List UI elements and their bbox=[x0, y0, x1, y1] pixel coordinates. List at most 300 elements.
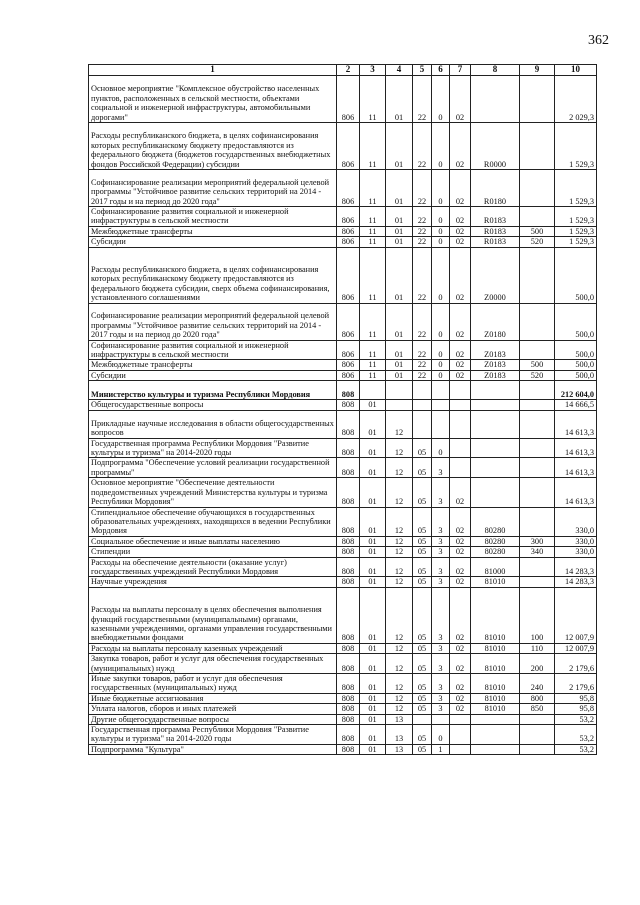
code-program: 22 bbox=[413, 76, 432, 123]
code-expense-type: 100 bbox=[520, 587, 555, 643]
code-section: 01 bbox=[360, 643, 386, 653]
code-subsection: 01 bbox=[386, 247, 413, 303]
code-expense-type bbox=[520, 400, 555, 410]
row-amount: 14 666,5 bbox=[555, 400, 597, 410]
code-program bbox=[413, 714, 432, 724]
code-section: 01 bbox=[360, 557, 386, 577]
code-event bbox=[450, 725, 471, 745]
table-row bbox=[89, 643, 597, 653]
code-subsection: 12 bbox=[386, 536, 413, 546]
code-ministry: 808 bbox=[337, 536, 360, 546]
code-direction: R0183 bbox=[471, 207, 520, 227]
code-program: 22 bbox=[413, 237, 432, 247]
code-program: 22 bbox=[413, 170, 432, 207]
code-direction: R0183 bbox=[471, 226, 520, 236]
code-ministry: 806 bbox=[337, 226, 360, 236]
row-name: Стипендии bbox=[89, 547, 337, 557]
column-header: 2 bbox=[337, 65, 360, 76]
code-program: 05 bbox=[413, 693, 432, 703]
code-expense-type bbox=[520, 170, 555, 207]
code-expense-type: 110 bbox=[520, 643, 555, 653]
code-expense-type bbox=[520, 207, 555, 227]
table-row bbox=[89, 303, 597, 340]
code-section: 01 bbox=[360, 547, 386, 557]
code-subsection: 01 bbox=[386, 237, 413, 247]
code-subprogram: 0 bbox=[432, 438, 450, 458]
row-amount: 95,8 bbox=[555, 704, 597, 714]
code-event: 02 bbox=[450, 577, 471, 587]
code-event: 02 bbox=[450, 340, 471, 360]
row-name: Стипендиальное обеспечение обучающихся в государственных образовательных учреждениях, находящихся в ведении Республики Мордовия bbox=[89, 507, 337, 536]
code-subsection: 01 bbox=[386, 303, 413, 340]
code-ministry: 808 bbox=[337, 725, 360, 745]
table-row bbox=[89, 725, 597, 745]
code-subsection: 12 bbox=[386, 547, 413, 557]
code-subsection: 12 bbox=[386, 410, 413, 438]
code-section: 01 bbox=[360, 704, 386, 714]
row-name: Межбюджетные трансферты bbox=[89, 226, 337, 236]
row-name: Софинансирование развития социальной и инженерной инфраструктуры в сельской местности bbox=[89, 340, 337, 360]
code-event: 02 bbox=[450, 303, 471, 340]
code-subsection bbox=[386, 400, 413, 410]
code-subprogram: 1 bbox=[432, 744, 450, 754]
code-subprogram: 0 bbox=[432, 207, 450, 227]
row-amount: 1 529,3 bbox=[555, 207, 597, 227]
row-name: Расходы на обеспечение деятельности (оказание услуг) государственных учреждений Республики Мордовия bbox=[89, 557, 337, 577]
code-expense-type bbox=[520, 725, 555, 745]
row-amount: 12 007,9 bbox=[555, 587, 597, 643]
row-amount: 14 283,3 bbox=[555, 577, 597, 587]
code-event: 02 bbox=[450, 370, 471, 380]
row-amount: 2 029,3 bbox=[555, 76, 597, 123]
table-row bbox=[89, 587, 597, 643]
code-ministry: 808 bbox=[337, 400, 360, 410]
code-subsection: 12 bbox=[386, 507, 413, 536]
code-subsection: 12 bbox=[386, 693, 413, 703]
table-row bbox=[89, 123, 597, 170]
code-section: 01 bbox=[360, 673, 386, 693]
code-section: 01 bbox=[360, 725, 386, 745]
code-subprogram: 3 bbox=[432, 536, 450, 546]
row-amount: 1 529,3 bbox=[555, 237, 597, 247]
code-subsection: 12 bbox=[386, 557, 413, 577]
row-amount: 330,0 bbox=[555, 536, 597, 546]
table-row bbox=[89, 557, 597, 577]
code-subprogram: 0 bbox=[432, 170, 450, 207]
code-ministry: 808 bbox=[337, 643, 360, 653]
code-subprogram: 3 bbox=[432, 458, 450, 478]
table-row bbox=[89, 370, 597, 380]
code-section: 11 bbox=[360, 123, 386, 170]
code-program: 05 bbox=[413, 744, 432, 754]
code-expense-type bbox=[520, 381, 555, 400]
code-program: 22 bbox=[413, 303, 432, 340]
code-expense-type bbox=[520, 438, 555, 458]
code-direction: 81010 bbox=[471, 693, 520, 703]
code-event bbox=[450, 438, 471, 458]
row-name: Софинансирование реализации мероприятий федеральной целевой программы "Устойчивое развитие сельских территорий на 2014 - 2017 годы и на период до 2020 года" bbox=[89, 303, 337, 340]
code-section: 11 bbox=[360, 170, 386, 207]
table-row bbox=[89, 478, 597, 507]
row-amount: 500,0 bbox=[555, 370, 597, 380]
code-subsection bbox=[386, 381, 413, 400]
row-amount: 2 179,6 bbox=[555, 654, 597, 674]
code-subsection: 13 bbox=[386, 744, 413, 754]
code-ministry: 808 bbox=[337, 577, 360, 587]
code-direction: 81010 bbox=[471, 643, 520, 653]
row-name: Закупка товаров, работ и услуг для обеспечения государственных (муниципальных) нужд bbox=[89, 654, 337, 674]
code-ministry: 808 bbox=[337, 410, 360, 438]
code-subsection: 12 bbox=[386, 643, 413, 653]
code-subsection: 01 bbox=[386, 370, 413, 380]
code-event: 02 bbox=[450, 360, 471, 370]
code-section: 11 bbox=[360, 360, 386, 370]
row-amount: 212 604,0 bbox=[555, 381, 597, 400]
code-ministry: 808 bbox=[337, 478, 360, 507]
column-header: 3 bbox=[360, 65, 386, 76]
code-expense-type bbox=[520, 458, 555, 478]
code-subsection: 01 bbox=[386, 76, 413, 123]
code-expense-type bbox=[520, 507, 555, 536]
code-event: 02 bbox=[450, 507, 471, 536]
row-name: Расходы на выплаты персоналу казенных учреждений bbox=[89, 643, 337, 653]
code-program bbox=[413, 410, 432, 438]
code-event bbox=[450, 714, 471, 724]
code-ministry: 806 bbox=[337, 170, 360, 207]
code-section: 01 bbox=[360, 438, 386, 458]
code-expense-type bbox=[520, 577, 555, 587]
row-amount: 14 613,3 bbox=[555, 478, 597, 507]
code-direction bbox=[471, 76, 520, 123]
code-ministry: 806 bbox=[337, 303, 360, 340]
row-amount: 53,2 bbox=[555, 725, 597, 745]
code-subsection: 12 bbox=[386, 478, 413, 507]
code-expense-type bbox=[520, 76, 555, 123]
code-subprogram bbox=[432, 714, 450, 724]
code-program: 22 bbox=[413, 340, 432, 360]
row-amount: 500,0 bbox=[555, 247, 597, 303]
table-row bbox=[89, 577, 597, 587]
table-row bbox=[89, 654, 597, 674]
table-row bbox=[89, 438, 597, 458]
code-subsection: 12 bbox=[386, 458, 413, 478]
code-subsection: 12 bbox=[386, 587, 413, 643]
code-event: 02 bbox=[450, 170, 471, 207]
code-direction: 81010 bbox=[471, 704, 520, 714]
code-ministry: 806 bbox=[337, 360, 360, 370]
code-ministry: 806 bbox=[337, 123, 360, 170]
code-direction: 81010 bbox=[471, 654, 520, 674]
code-direction: 81010 bbox=[471, 587, 520, 643]
code-section: 01 bbox=[360, 536, 386, 546]
row-name: Подпрограмма "Обеспечение условий реализации государственной программы" bbox=[89, 458, 337, 478]
code-subprogram: 0 bbox=[432, 340, 450, 360]
code-subsection: 01 bbox=[386, 226, 413, 236]
code-event: 02 bbox=[450, 587, 471, 643]
code-expense-type: 520 bbox=[520, 237, 555, 247]
code-event bbox=[450, 400, 471, 410]
row-amount: 1 529,3 bbox=[555, 226, 597, 236]
code-direction: R0180 bbox=[471, 170, 520, 207]
row-name: Другие общегосударственные вопросы bbox=[89, 714, 337, 724]
table-row bbox=[89, 381, 597, 400]
code-program: 05 bbox=[413, 704, 432, 714]
code-subprogram: 0 bbox=[432, 360, 450, 370]
code-direction: Z0183 bbox=[471, 370, 520, 380]
code-expense-type: 300 bbox=[520, 536, 555, 546]
code-subsection: 01 bbox=[386, 123, 413, 170]
code-ministry: 808 bbox=[337, 547, 360, 557]
column-header: 7 bbox=[450, 65, 471, 76]
code-subprogram: 3 bbox=[432, 673, 450, 693]
code-expense-type bbox=[520, 557, 555, 577]
code-section: 01 bbox=[360, 714, 386, 724]
row-name: Прикладные научные исследования в области общегосударственных вопросов bbox=[89, 410, 337, 438]
code-subprogram bbox=[432, 410, 450, 438]
code-ministry: 806 bbox=[337, 370, 360, 380]
row-name: Социальное обеспечение и иные выплаты населению bbox=[89, 536, 337, 546]
row-name: Расходы на выплаты персоналу в целях обеспечения выполнения функций государственными (муниципальными) органами, казенными учреждениями, органами управления государственными внебюджетными фондами bbox=[89, 587, 337, 643]
code-subprogram: 0 bbox=[432, 76, 450, 123]
code-ministry: 806 bbox=[337, 76, 360, 123]
table-row bbox=[89, 673, 597, 693]
code-direction: Z0000 bbox=[471, 247, 520, 303]
table-row bbox=[89, 547, 597, 557]
row-name: Межбюджетные трансферты bbox=[89, 360, 337, 370]
code-subsection: 12 bbox=[386, 704, 413, 714]
code-program: 05 bbox=[413, 577, 432, 587]
code-subprogram bbox=[432, 400, 450, 410]
row-name: Иные закупки товаров, работ и услуг для обеспечения государственных (муниципальных) нужд bbox=[89, 673, 337, 693]
column-header: 10 bbox=[555, 65, 597, 76]
code-direction: 80280 bbox=[471, 536, 520, 546]
row-amount: 330,0 bbox=[555, 547, 597, 557]
code-section: 11 bbox=[360, 207, 386, 227]
code-event bbox=[450, 458, 471, 478]
code-section: 01 bbox=[360, 693, 386, 703]
code-direction bbox=[471, 458, 520, 478]
code-expense-type bbox=[520, 340, 555, 360]
row-amount: 330,0 bbox=[555, 507, 597, 536]
code-expense-type bbox=[520, 744, 555, 754]
code-expense-type: 500 bbox=[520, 360, 555, 370]
code-subprogram: 0 bbox=[432, 226, 450, 236]
code-program: 22 bbox=[413, 247, 432, 303]
code-event bbox=[450, 744, 471, 754]
code-program: 05 bbox=[413, 643, 432, 653]
row-amount: 95,8 bbox=[555, 693, 597, 703]
code-program: 05 bbox=[413, 507, 432, 536]
code-event: 02 bbox=[450, 693, 471, 703]
code-event: 02 bbox=[450, 247, 471, 303]
code-program: 22 bbox=[413, 226, 432, 236]
code-section bbox=[360, 381, 386, 400]
code-subprogram bbox=[432, 381, 450, 400]
table-row bbox=[89, 207, 597, 227]
code-expense-type: 240 bbox=[520, 673, 555, 693]
code-subprogram: 3 bbox=[432, 654, 450, 674]
table-row bbox=[89, 704, 597, 714]
code-ministry: 806 bbox=[337, 247, 360, 303]
code-section: 01 bbox=[360, 400, 386, 410]
row-name: Софинансирование развития социальной и инженерной инфраструктуры в сельской местности bbox=[89, 207, 337, 227]
code-direction: Z0183 bbox=[471, 360, 520, 370]
code-ministry: 808 bbox=[337, 438, 360, 458]
row-amount: 500,0 bbox=[555, 340, 597, 360]
budget-table bbox=[88, 64, 597, 755]
code-section: 01 bbox=[360, 587, 386, 643]
code-ministry: 808 bbox=[337, 381, 360, 400]
table-row bbox=[89, 507, 597, 536]
code-ministry: 808 bbox=[337, 744, 360, 754]
code-ministry: 808 bbox=[337, 458, 360, 478]
code-program: 22 bbox=[413, 123, 432, 170]
code-section: 01 bbox=[360, 507, 386, 536]
row-amount: 14 283,3 bbox=[555, 557, 597, 577]
code-program: 05 bbox=[413, 536, 432, 546]
code-program: 05 bbox=[413, 478, 432, 507]
code-direction: 80280 bbox=[471, 507, 520, 536]
code-direction: Z0183 bbox=[471, 340, 520, 360]
code-event: 02 bbox=[450, 557, 471, 577]
code-subsection: 12 bbox=[386, 654, 413, 674]
code-expense-type: 340 bbox=[520, 547, 555, 557]
code-subsection: 12 bbox=[386, 438, 413, 458]
row-name: Основное мероприятие "Обеспечение деятельности подведомственных учреждений Министерства культуры и туризма Республики Мордовия" bbox=[89, 478, 337, 507]
row-amount: 1 529,3 bbox=[555, 123, 597, 170]
row-name: Софинансирование реализации мероприятий федеральной целевой программы "Устойчивое развитие сельских территорий на 2014 - 2017 годы и на период до 2020 года" bbox=[89, 170, 337, 207]
code-direction: 81000 bbox=[471, 557, 520, 577]
code-subsection: 13 bbox=[386, 725, 413, 745]
code-ministry: 806 bbox=[337, 207, 360, 227]
table-row bbox=[89, 400, 597, 410]
table-row bbox=[89, 226, 597, 236]
table-row bbox=[89, 237, 597, 247]
row-amount: 2 179,6 bbox=[555, 673, 597, 693]
code-program: 05 bbox=[413, 587, 432, 643]
row-name: Иные бюджетные ассигнования bbox=[89, 693, 337, 703]
code-expense-type bbox=[520, 123, 555, 170]
code-subprogram: 3 bbox=[432, 547, 450, 557]
page-number: 362 bbox=[588, 33, 609, 48]
code-event: 02 bbox=[450, 643, 471, 653]
code-expense-type bbox=[520, 410, 555, 438]
column-header: 6 bbox=[432, 65, 450, 76]
code-subprogram: 3 bbox=[432, 693, 450, 703]
code-subprogram: 0 bbox=[432, 123, 450, 170]
code-subprogram: 0 bbox=[432, 725, 450, 745]
code-event bbox=[450, 410, 471, 438]
row-amount: 14 613,3 bbox=[555, 458, 597, 478]
code-event: 02 bbox=[450, 654, 471, 674]
code-expense-type: 500 bbox=[520, 226, 555, 236]
row-name: Государственная программа Республики Мордовия "Развитие культуры и туризма" на 2014-2020 годы bbox=[89, 438, 337, 458]
table-row bbox=[89, 170, 597, 207]
code-expense-type bbox=[520, 247, 555, 303]
code-event: 02 bbox=[450, 76, 471, 123]
code-section: 01 bbox=[360, 577, 386, 587]
code-event: 02 bbox=[450, 704, 471, 714]
header-row bbox=[89, 65, 597, 76]
code-ministry: 808 bbox=[337, 704, 360, 714]
code-section: 01 bbox=[360, 654, 386, 674]
code-ministry: 808 bbox=[337, 587, 360, 643]
code-event: 02 bbox=[450, 547, 471, 557]
code-direction: Z0180 bbox=[471, 303, 520, 340]
code-subprogram: 0 bbox=[432, 370, 450, 380]
table-row bbox=[89, 458, 597, 478]
row-name: Общегосударственные вопросы bbox=[89, 400, 337, 410]
code-program: 22 bbox=[413, 370, 432, 380]
column-header: 5 bbox=[413, 65, 432, 76]
code-subprogram: 3 bbox=[432, 704, 450, 714]
row-amount: 12 007,9 bbox=[555, 643, 597, 653]
code-subprogram: 3 bbox=[432, 577, 450, 587]
code-event: 02 bbox=[450, 536, 471, 546]
code-direction bbox=[471, 714, 520, 724]
table-row bbox=[89, 536, 597, 546]
code-program: 22 bbox=[413, 207, 432, 227]
table-row bbox=[89, 410, 597, 438]
code-program: 05 bbox=[413, 725, 432, 745]
code-direction bbox=[471, 400, 520, 410]
code-section: 11 bbox=[360, 370, 386, 380]
row-amount: 1 529,3 bbox=[555, 170, 597, 207]
row-amount: 500,0 bbox=[555, 360, 597, 370]
code-subsection: 12 bbox=[386, 577, 413, 587]
row-amount: 14 613,3 bbox=[555, 410, 597, 438]
code-event bbox=[450, 381, 471, 400]
table-row bbox=[89, 693, 597, 703]
column-header: 9 bbox=[520, 65, 555, 76]
code-expense-type: 520 bbox=[520, 370, 555, 380]
code-section: 11 bbox=[360, 237, 386, 247]
code-direction bbox=[471, 410, 520, 438]
code-expense-type bbox=[520, 478, 555, 507]
table-row bbox=[89, 714, 597, 724]
code-subprogram: 3 bbox=[432, 557, 450, 577]
column-header: 1 bbox=[89, 65, 337, 76]
row-amount: 500,0 bbox=[555, 303, 597, 340]
code-direction: 80280 bbox=[471, 547, 520, 557]
code-event: 02 bbox=[450, 207, 471, 227]
row-amount: 14 613,3 bbox=[555, 438, 597, 458]
code-event: 02 bbox=[450, 237, 471, 247]
code-section: 11 bbox=[360, 340, 386, 360]
code-expense-type bbox=[520, 303, 555, 340]
code-expense-type bbox=[520, 714, 555, 724]
code-ministry: 806 bbox=[337, 340, 360, 360]
code-subprogram: 3 bbox=[432, 478, 450, 507]
row-amount: 53,2 bbox=[555, 744, 597, 754]
code-expense-type: 850 bbox=[520, 704, 555, 714]
table-row bbox=[89, 340, 597, 360]
code-direction bbox=[471, 381, 520, 400]
code-program: 05 bbox=[413, 458, 432, 478]
code-expense-type: 800 bbox=[520, 693, 555, 703]
code-section: 01 bbox=[360, 458, 386, 478]
code-subsection: 01 bbox=[386, 170, 413, 207]
code-section: 01 bbox=[360, 744, 386, 754]
code-event: 02 bbox=[450, 673, 471, 693]
code-subsection: 01 bbox=[386, 360, 413, 370]
code-direction bbox=[471, 478, 520, 507]
code-section: 11 bbox=[360, 247, 386, 303]
row-name: Уплата налогов, сборов и иных платежей bbox=[89, 704, 337, 714]
code-subprogram: 3 bbox=[432, 643, 450, 653]
code-program bbox=[413, 381, 432, 400]
code-ministry: 808 bbox=[337, 654, 360, 674]
